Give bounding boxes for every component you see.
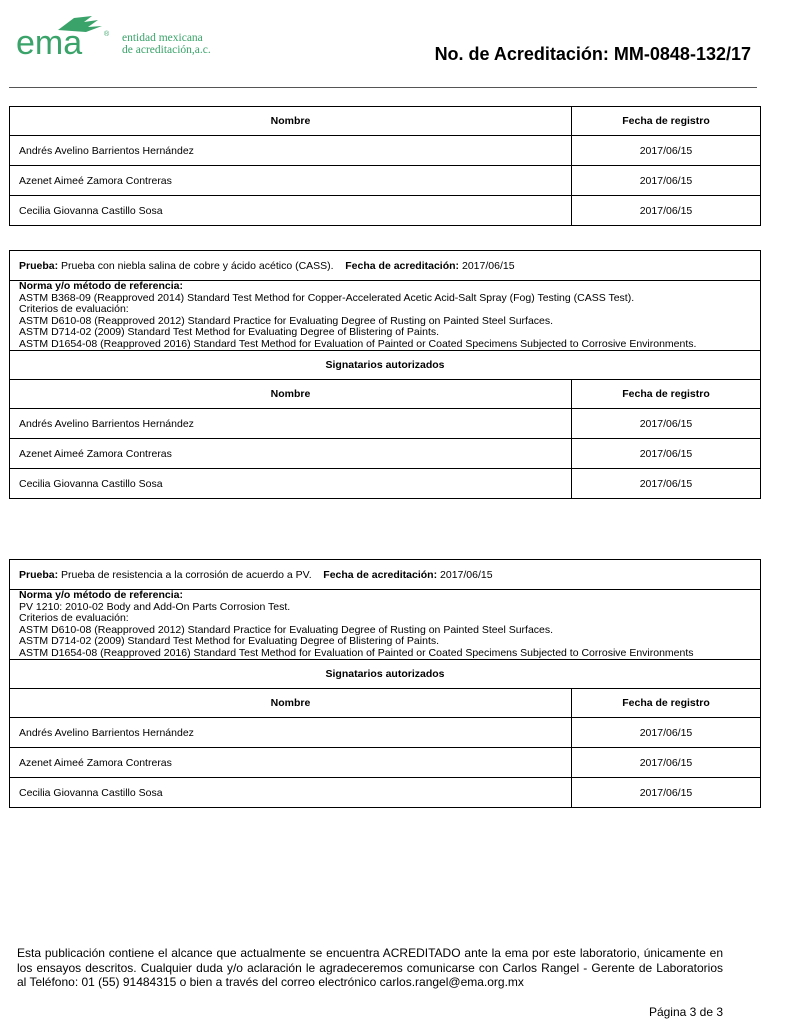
col-date: Fecha de registro [572,107,761,136]
accreditation-date: 2017/06/15 [461,259,515,272]
norm-line: ASTM D714-02 (2009) Standard Test Method for Evaluating Degree of Blistering of Paints. [19,635,440,647]
page-number: Página 3 de 3 [648,1005,723,1019]
norm-line: ASTM B368-09 (Reapproved 2014) Standard Test Method for Copper-Accelerated Acetic Acid-Salt Spray (Fog) Testing (CASS Test). [19,291,635,304]
table-row [10,136,761,166]
norm-line: Criterios de evaluación: [19,612,129,624]
col-name: Nombre [10,380,572,409]
label-norma: Norma y/o método de referencia: [19,589,183,601]
norm-line: ASTM D714-02 (2009) Standard Test Method for Evaluating Degree of Blistering of Paints. [19,326,440,338]
norm-line: ASTM D1654-08 (Reapproved 2016) Standard Test Method for Evaluation of Painted or Coated Specimens Subjected to Corrosive Environments. [19,337,697,350]
label-fecha: Fecha de acreditación: [323,568,438,581]
row-date: 2017/06/15 [572,718,761,748]
col-date: Fecha de registro [572,689,761,718]
test-name: Prueba de resistencia a la corrosión de acuerdo a PV. [61,568,312,581]
row-date: 2017/06/15 [572,166,761,196]
row-name: Cecilia Giovanna Castillo Sosa [10,778,572,808]
accreditation-date: 2017/06/15 [440,568,493,581]
label-norma: Norma y/o método de referencia: [19,280,183,292]
svg-text:®: ® [104,31,110,38]
logo-text [122,32,211,56]
norm-line: ASTM D610-08 (Reapproved 2012) Standard Practice for Evaluating Degree of Rusting on Painted Steel Surfaces. [19,314,554,327]
table-row [10,409,761,439]
col-date: Fecha de registro [572,380,761,409]
row-name: Andrés Avelino Barrientos Hernández [10,136,572,166]
norm-line: ASTM D1654-08 (Reapproved 2016) Standard Test Method for Evaluation of Painted or Coated Specimens Subjected to Corrosive Environments [19,646,694,659]
signatories-table-1 [9,106,761,226]
table-row [10,778,761,808]
logo-line-2: de acreditación,a.c. [122,44,211,56]
signatories-heading: Signatarios autorizados [10,351,761,380]
test-line [10,251,761,281]
label-fecha: Fecha de acreditación: [345,259,460,272]
ema-logo-mark-icon [14,12,122,62]
row-date: 2017/06/15 [572,748,761,778]
norm-line: PV 1210: 2010-02 Body and Add-On Parts Corrosion Test. [19,600,291,613]
test-block-2 [9,250,761,499]
signatories-heading: Signatarios autorizados [10,660,761,689]
row-name: Andrés Avelino Barrientos Hernández [10,718,572,748]
norm-line: ASTM D610-08 (Reapproved 2012) Standard Practice for Evaluating Degree of Rusting on Painted Steel Surfaces. [19,623,554,636]
label-prueba: Prueba: [19,259,59,272]
label-prueba: Prueba: [19,568,59,581]
table-row [10,166,761,196]
logo-line-1: entidad mexicana [122,32,203,44]
norms-cell [10,281,761,351]
test-line [10,560,761,590]
ema-logo [14,12,239,62]
test-block-3 [9,559,761,808]
table-row [10,439,761,469]
row-name: Cecilia Giovanna Castillo Sosa [10,196,572,226]
row-date: 2017/06/15 [572,136,761,166]
norms-cell [10,590,761,660]
row-name: Azenet Aimeé Zamora Contreras [10,166,572,196]
row-date: 2017/06/15 [572,196,761,226]
row-name: Andrés Avelino Barrientos Hernández [10,409,572,439]
row-date: 2017/06/15 [572,469,761,499]
row-name: Azenet Aimeé Zamora Contreras [10,748,572,778]
accreditation-number: No. de Acreditación: MM-0848-132/17 [434,44,751,64]
row-name: Azenet Aimeé Zamora Contreras [10,439,572,469]
table-row [10,469,761,499]
svg-text:ema: ema [16,24,83,62]
table-row [10,748,761,778]
norm-line: Criterios de evaluación: [19,303,129,315]
header-divider [9,87,757,88]
table-row [10,196,761,226]
col-name: Nombre [10,689,572,718]
row-name: Cecilia Giovanna Castillo Sosa [10,469,572,499]
col-name: Nombre [10,107,572,136]
footer-notice: Esta publicación contiene el alcance que actualmente se encuentra ACREDITADO ante la ema por este laboratorio, únicamente en los ensayos descritos. Cualquier duda y/o aclaración le agradeceremos comunicarse con Carlos Rangel - Gerente de Laboratorios al Teléfono: 01 (55) 91484315 o bien a través del correo electrónico carlos.rangel@ema.org.mx [17,946,723,989]
table-row [10,718,761,748]
row-date: 2017/06/15 [572,409,761,439]
row-date: 2017/06/15 [572,778,761,808]
test-name: Prueba con niebla salina de cobre y ácido acético (CASS). [61,259,334,272]
row-date: 2017/06/15 [572,439,761,469]
